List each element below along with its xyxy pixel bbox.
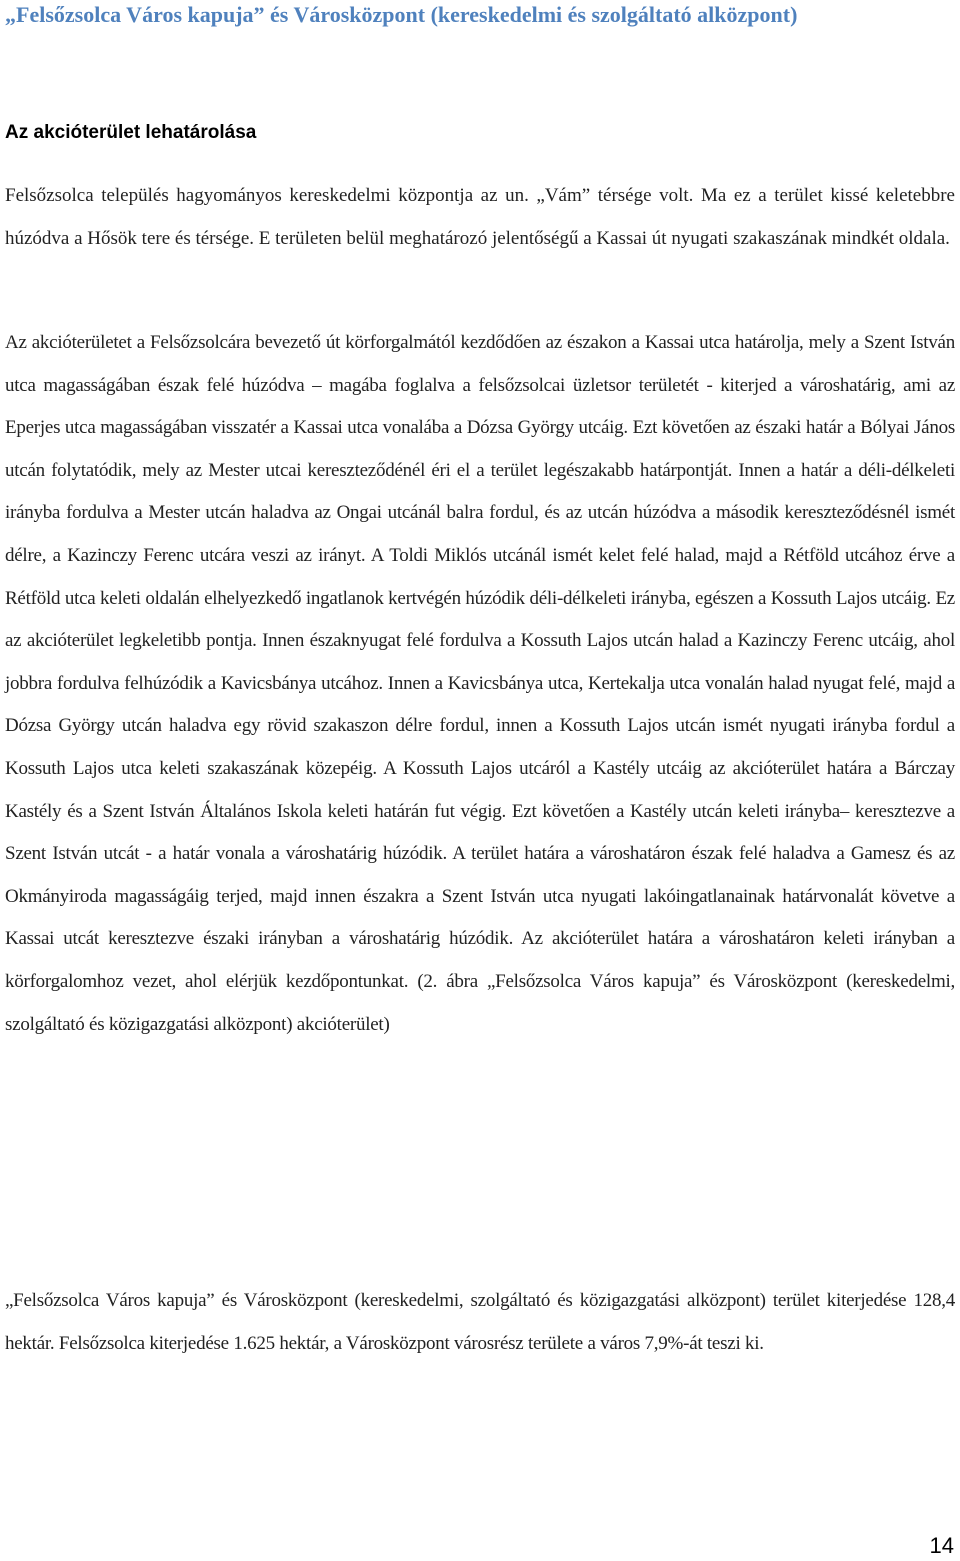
page-number: 14 xyxy=(929,1533,954,1558)
paragraph-intro: Felsőzsolca település hagyományos kereskedelmi központja az un. „Vám” térsége volt. Ma ez a terület kissé keletebbre húzódva a Hősök tere és térsége. E területen belül meghatározó jelentőségű a Kassai út nyugati szakaszának mindkét oldala. xyxy=(5,185,955,249)
paragraph-area-extent: „Felsőzsolca Város kapuja” és Városközpont (kereskedelmi, szolgáltató és közigazgatási alközpont) terület kiterjedése 128,4 hektár. Felsőzsolca kiterjedése 1.625 hektár, a Városközpont városrész területe a város 7,9%-át teszi ki. xyxy=(5,1290,955,1354)
section-heading: Az akcióterület lehatárolása xyxy=(5,122,257,143)
paragraph-boundary-description: Az akcióterületet a Felsőzsolcára bevezető út körforgalmától kezdődően az északon a Kassai utca határolja, mely a Szent István utca magasságában észak felé húzódva – magába foglalva a felsőzsolcai üzletsor területét - kiterjed a városhatárig, ami az Eperjes utca magasságában visszatér a Kassai utca vonalába a Dózsa György utcáig. Ezt követően az északi határ a Bólyai János utcán folytatódik, mely az Mester utcai kereszteződénél éri el a terület legészakabb határpontját. Innen a határ a déli-délkeleti irányba fordulva a Mester utcán haladva az Ongai utcánál balra fordul, és az utcán húzódva a második kereszteződésnél ismét délre, a Kazinczy Ferenc utcára veszi az irányt. A Toldi Miklós utcánál ismét kelet felé halad, majd a Rétföld utcához érve a Rétföld utca keleti oldalán elhelyezkedő ingatlanok kertvégén húzódik déli-délkeleti irányba, egészen a Kossuth Lajos utcáig. Ez az akcióterület legkeletibb pontja. Innen északnyugat felé fordulva a Kossuth Lajos utcán halad a Kazinczy Ferenc utcáig, ahol jobbra fordulva felhúzódik a Kavicsbánya utcához. Innen a Kavicsbánya utca, Kertekalja utca vonalán halad nyugat felé, majd a Dózsa György utcán haladva egy rövid szakaszon délre fordul, innen a Kossuth Lajos utcán ismét nyugati irányba fordul a Kossuth Lajos utca keleti szakaszának közepéig. A Kossuth Lajos utcáról a Kastély utcáig az akcióterület határa a Bárczay Kastély és a Szent István Általános Iskola keleti határán fut végig. Ezt követően a Kastély utcán keleti irányba– keresztezve a Szent István utcát - a határ vonala a városhatárig húzódik. A terület határa a városhatáron észak felé haladva a Gamesz és az Okmányiroda magasságáig terjed, majd innen északra a Szent István utca nyugati lakóingatlanainak határvonalát követve a Kassai utcát keresztezve északi irányban a városhatárig húzódik. Az akcióterület határa a városhatáron keleti irányban a körforgalomhoz vezet, ahol elérjük kezdőpontunkat. (2. ábra „Felsőzsolca Város kapuja” és Városközpont (kereskedelmi, szolgáltató és közigazgatási alközpont) akcióterület) xyxy=(5,332,955,1035)
document-title: „Felsőzsolca Város kapuja” és Városközpont (kereskedelmi és szolgáltató alközpont) xyxy=(5,2,798,27)
